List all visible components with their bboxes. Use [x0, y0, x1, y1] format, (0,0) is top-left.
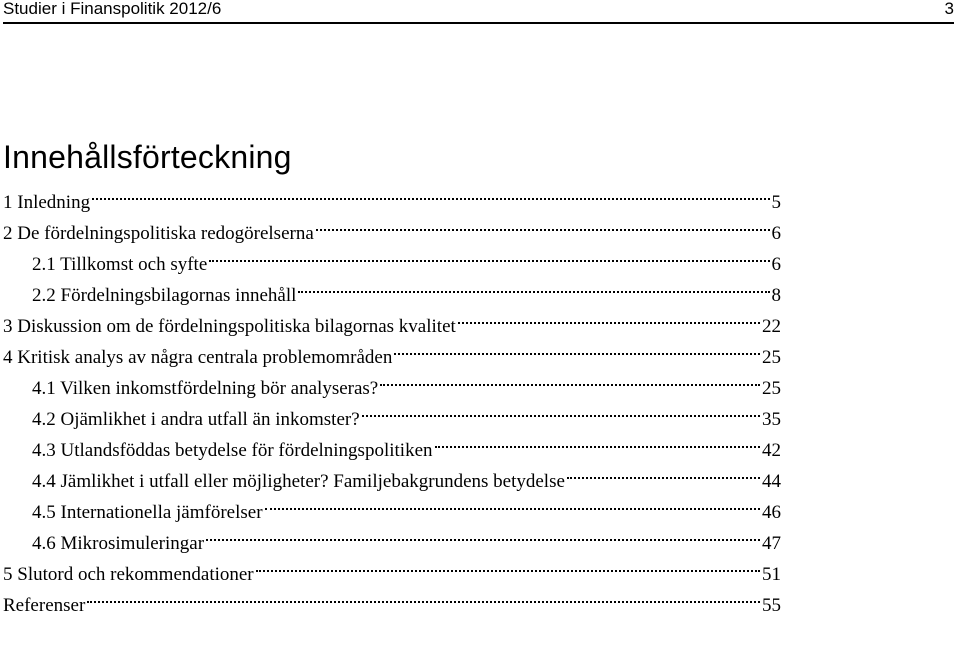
toc-entry-title: 4.4 Jämlikhet i utfall eller möjligheter? Familjebakgrundens betydelse [32, 471, 565, 492]
toc-dot-leader [209, 260, 769, 262]
toc-entry-page: 22 [762, 316, 781, 337]
toc-dot-leader [265, 508, 760, 510]
toc-title: Innehållsförteckning [3, 139, 292, 175]
publication-title: Studier i Finanspolitik 2012/6 [3, 0, 222, 18]
toc-dot-leader [435, 446, 760, 448]
toc-dot-leader [567, 477, 760, 479]
toc-entry[interactable] [3, 528, 781, 559]
toc-dot-leader [87, 601, 760, 603]
toc-dot-leader [316, 229, 770, 231]
toc-dot-leader [206, 539, 760, 541]
toc-entry-title: 4 Kritisk analys av några centrala problemområden [3, 347, 393, 368]
toc-entry-title: 2 De fördelningspolitiska redogörelserna [3, 223, 314, 244]
toc-entry-title: 4.1 Vilken inkomstfördelning bör analyseras? [32, 378, 379, 399]
toc-entry-page: 51 [762, 564, 781, 585]
toc-dot-leader [380, 384, 760, 386]
toc-entry[interactable] [3, 311, 781, 342]
toc-dot-leader [92, 198, 769, 200]
page-number: 3 [944, 0, 954, 18]
toc-entry-title: 4.5 Internationella jämförelser [32, 502, 263, 523]
toc-entry-title: 4.6 Mikrosimuleringar [32, 533, 205, 554]
toc-entry-page: 55 [762, 595, 781, 616]
toc-entry-page: 8 [771, 285, 781, 306]
toc-dot-leader [458, 322, 760, 324]
toc-entry-page: 25 [762, 378, 781, 399]
toc-entry-title: 4.2 Ojämlikhet i andra utfall än inkomster? [32, 409, 360, 430]
toc-entry[interactable] [3, 559, 781, 590]
toc-entry[interactable] [3, 342, 781, 373]
toc-entry-page: 35 [762, 409, 781, 430]
toc-entry-page: 6 [771, 254, 781, 275]
toc-entry[interactable] [3, 249, 781, 280]
toc-entry[interactable] [3, 404, 781, 435]
toc-entry-title: 2.1 Tillkomst och syfte [32, 254, 208, 275]
toc-entry-page: 46 [762, 502, 781, 523]
toc-dot-leader [394, 353, 760, 355]
toc-dot-leader [298, 291, 769, 293]
toc-entry-title: 1 Inledning [3, 192, 91, 213]
page-header [3, 0, 954, 24]
toc-entry-page: 6 [771, 223, 781, 244]
toc-entry[interactable] [3, 280, 781, 311]
toc-entry[interactable] [3, 218, 781, 249]
toc-entry-page: 5 [771, 192, 781, 213]
table-of-contents [3, 187, 781, 621]
toc-entry[interactable] [3, 590, 781, 621]
toc-entry-title: 3 Diskussion om de fördelningspolitiska bilagornas kvalitet [3, 316, 456, 337]
toc-entry-title: Referenser [3, 595, 86, 616]
toc-entry-title: 2.2 Fördelningsbilagornas innehåll [32, 285, 297, 306]
toc-entry[interactable] [3, 187, 781, 218]
toc-dot-leader [256, 570, 760, 572]
toc-entry[interactable] [3, 466, 781, 497]
toc-entry-title: 5 Slutord och rekommendationer [3, 564, 254, 585]
toc-entry[interactable] [3, 435, 781, 466]
toc-entry-page: 25 [762, 347, 781, 368]
toc-entry-page: 47 [762, 533, 781, 554]
toc-entry-title: 4.3 Utlandsföddas betydelse för fördelningspolitiken [32, 440, 433, 461]
toc-entry[interactable] [3, 373, 781, 404]
toc-entry-page: 44 [762, 471, 781, 492]
toc-dot-leader [362, 415, 760, 417]
toc-entry-page: 42 [762, 440, 781, 461]
toc-entry[interactable] [3, 497, 781, 528]
